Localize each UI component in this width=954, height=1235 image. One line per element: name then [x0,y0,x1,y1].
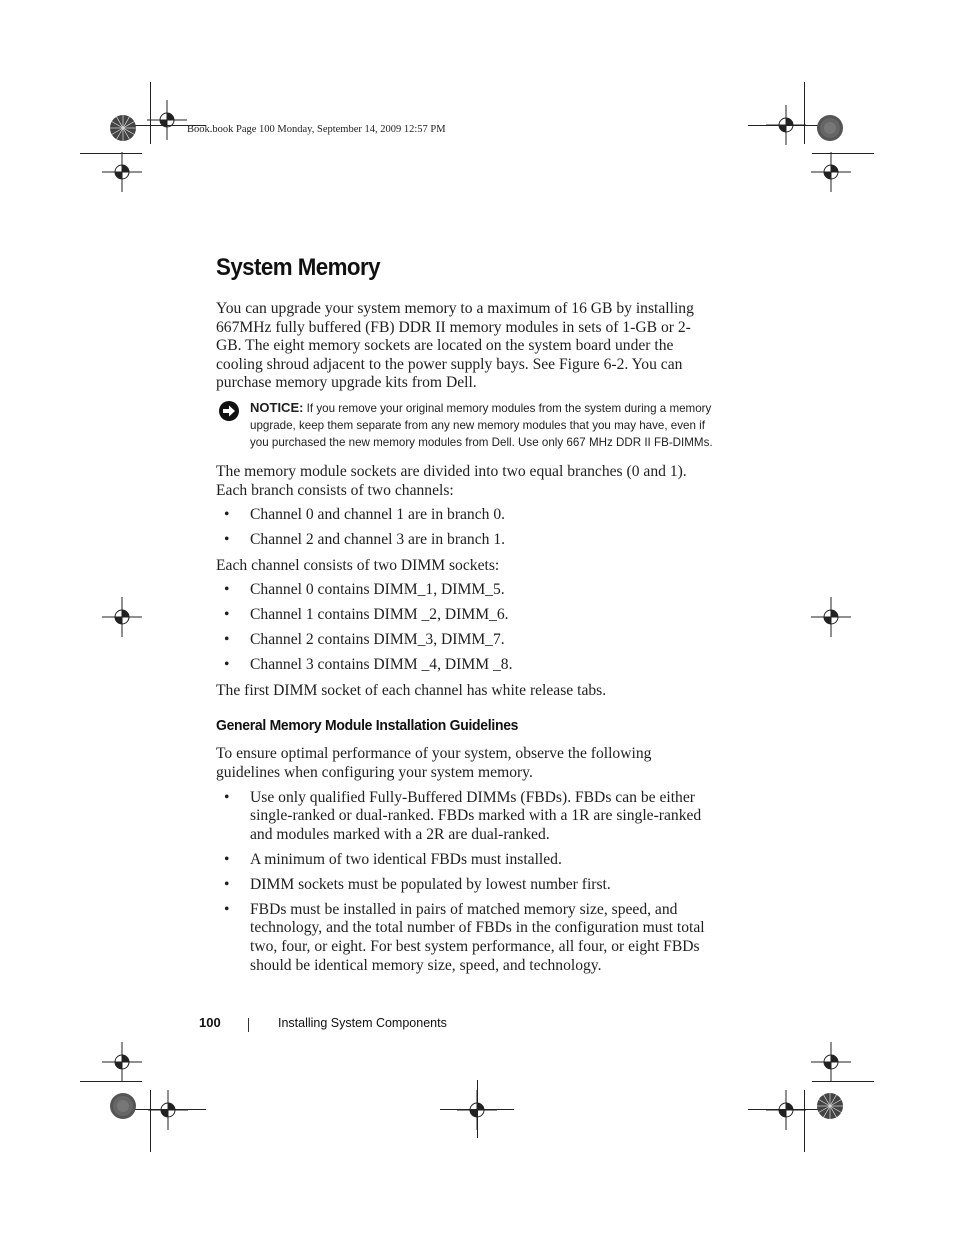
bullet: • [224,875,230,893]
print-slug: Book.book Page 100 Monday, September 14, 2009 12:57 PM [187,124,446,135]
release-tabs-paragraph: The first DIMM socket of each channel has white release tabs. [216,681,607,699]
page-title: System Memory [216,254,380,281]
bullet: • [224,850,230,868]
branches-intro: The memory module sockets are divided into two equal branches (0 and 1). Each branch consists of two channels: [216,462,687,499]
registration-target-icon [811,1042,851,1082]
list-item: • Use only qualified Fully-Buffered DIMMs (FBDs). FBDs can be either single-ranked or dual-ranked. FBDs marked with a 1R are single-ranked and modules marked with a 2R are dual-ranked. [224,788,702,843]
bullet: • [224,581,230,599]
notice-arrow-icon [218,400,240,422]
notice-block [216,399,716,451]
notice-text: If you remove your original memory modules from the system during a memory upgrade, keep them separate from any new memory modules that you may have, even if you purchased the new memory modules from Dell. Use only 667 MHz DDR II FB-DIMMs. [250,401,713,449]
list-item: • DIMM sockets must be populated by lowest number first. [224,875,611,893]
bullet: • [224,788,230,806]
registration-target-icon [102,152,142,192]
section-heading: General Memory Module Installation Guidelines [216,717,519,735]
registration-target-icon [102,597,142,637]
notice-label: NOTICE: [250,399,304,415]
starburst-target-icon [815,113,845,143]
guidelines-list [216,789,716,976]
bullet: • [224,631,230,649]
crop-line [477,1080,478,1138]
list-item: • Channel 0 contains DIMM_1, DIMM_5. [224,581,505,599]
list-item: • A minimum of two identical FBDs must installed. [224,850,562,868]
registration-target-icon [766,1090,806,1130]
page-number: 100 [199,1015,221,1030]
list-item: • Channel 2 and channel 3 are in branch 1. [224,531,506,549]
starburst-target-icon [108,113,138,143]
footer-section-title: Installing System Components [278,1016,447,1030]
registration-target-icon [811,152,851,192]
crop-line [748,1109,822,1110]
channels-list [216,581,716,675]
registration-target-icon [147,100,187,140]
crop-line [748,125,822,126]
registration-target-icon [148,1090,188,1130]
list-item: • Channel 2 contains DIMM_3, DIMM_7. [224,631,505,649]
bullet: • [224,606,230,624]
starburst-target-icon [108,1091,138,1121]
footer-divider [248,1018,249,1032]
guidelines-intro: To ensure optimal performance of your system, observe the following guidelines when configuring your system memory. [216,745,652,782]
bullet: • [224,506,230,524]
list-item: • Channel 0 and channel 1 are in branch 0. [224,506,506,524]
channels-intro: Each channel consists of two DIMM sockets: [216,556,500,574]
starburst-target-icon [815,1091,845,1121]
list-item: • Channel 3 contains DIMM _4, DIMM _8. [224,656,513,674]
intro-paragraph: You can upgrade your system memory to a maximum of 16 GB by installing 667MHz fully buffered (FB) DDR II memory modules in sets of 1-GB or 2-GB. The eight memory sockets are located on the system board under the cooling shroud adjacent to the power supply bays. See Figure 6-2. You can purchase memory upgrade kits from Dell. [216,300,694,392]
crop-line [132,1109,206,1110]
bullet: • [224,900,230,918]
registration-target-icon [102,1042,142,1082]
bullet: • [224,656,230,674]
list-item: • FBDs must be installed in pairs of matched memory size, speed, and technology, and the total number of FBDs in the configuration must total two, four, or eight. For best system performance, all four, or eight FBDs should be identical memory size, speed, and technology. [224,900,705,974]
branches-list [216,506,716,550]
registration-target-icon [811,597,851,637]
page-content [216,254,716,982]
list-item: • Channel 1 contains DIMM _2, DIMM_6. [224,606,509,624]
bullet: • [224,531,230,549]
